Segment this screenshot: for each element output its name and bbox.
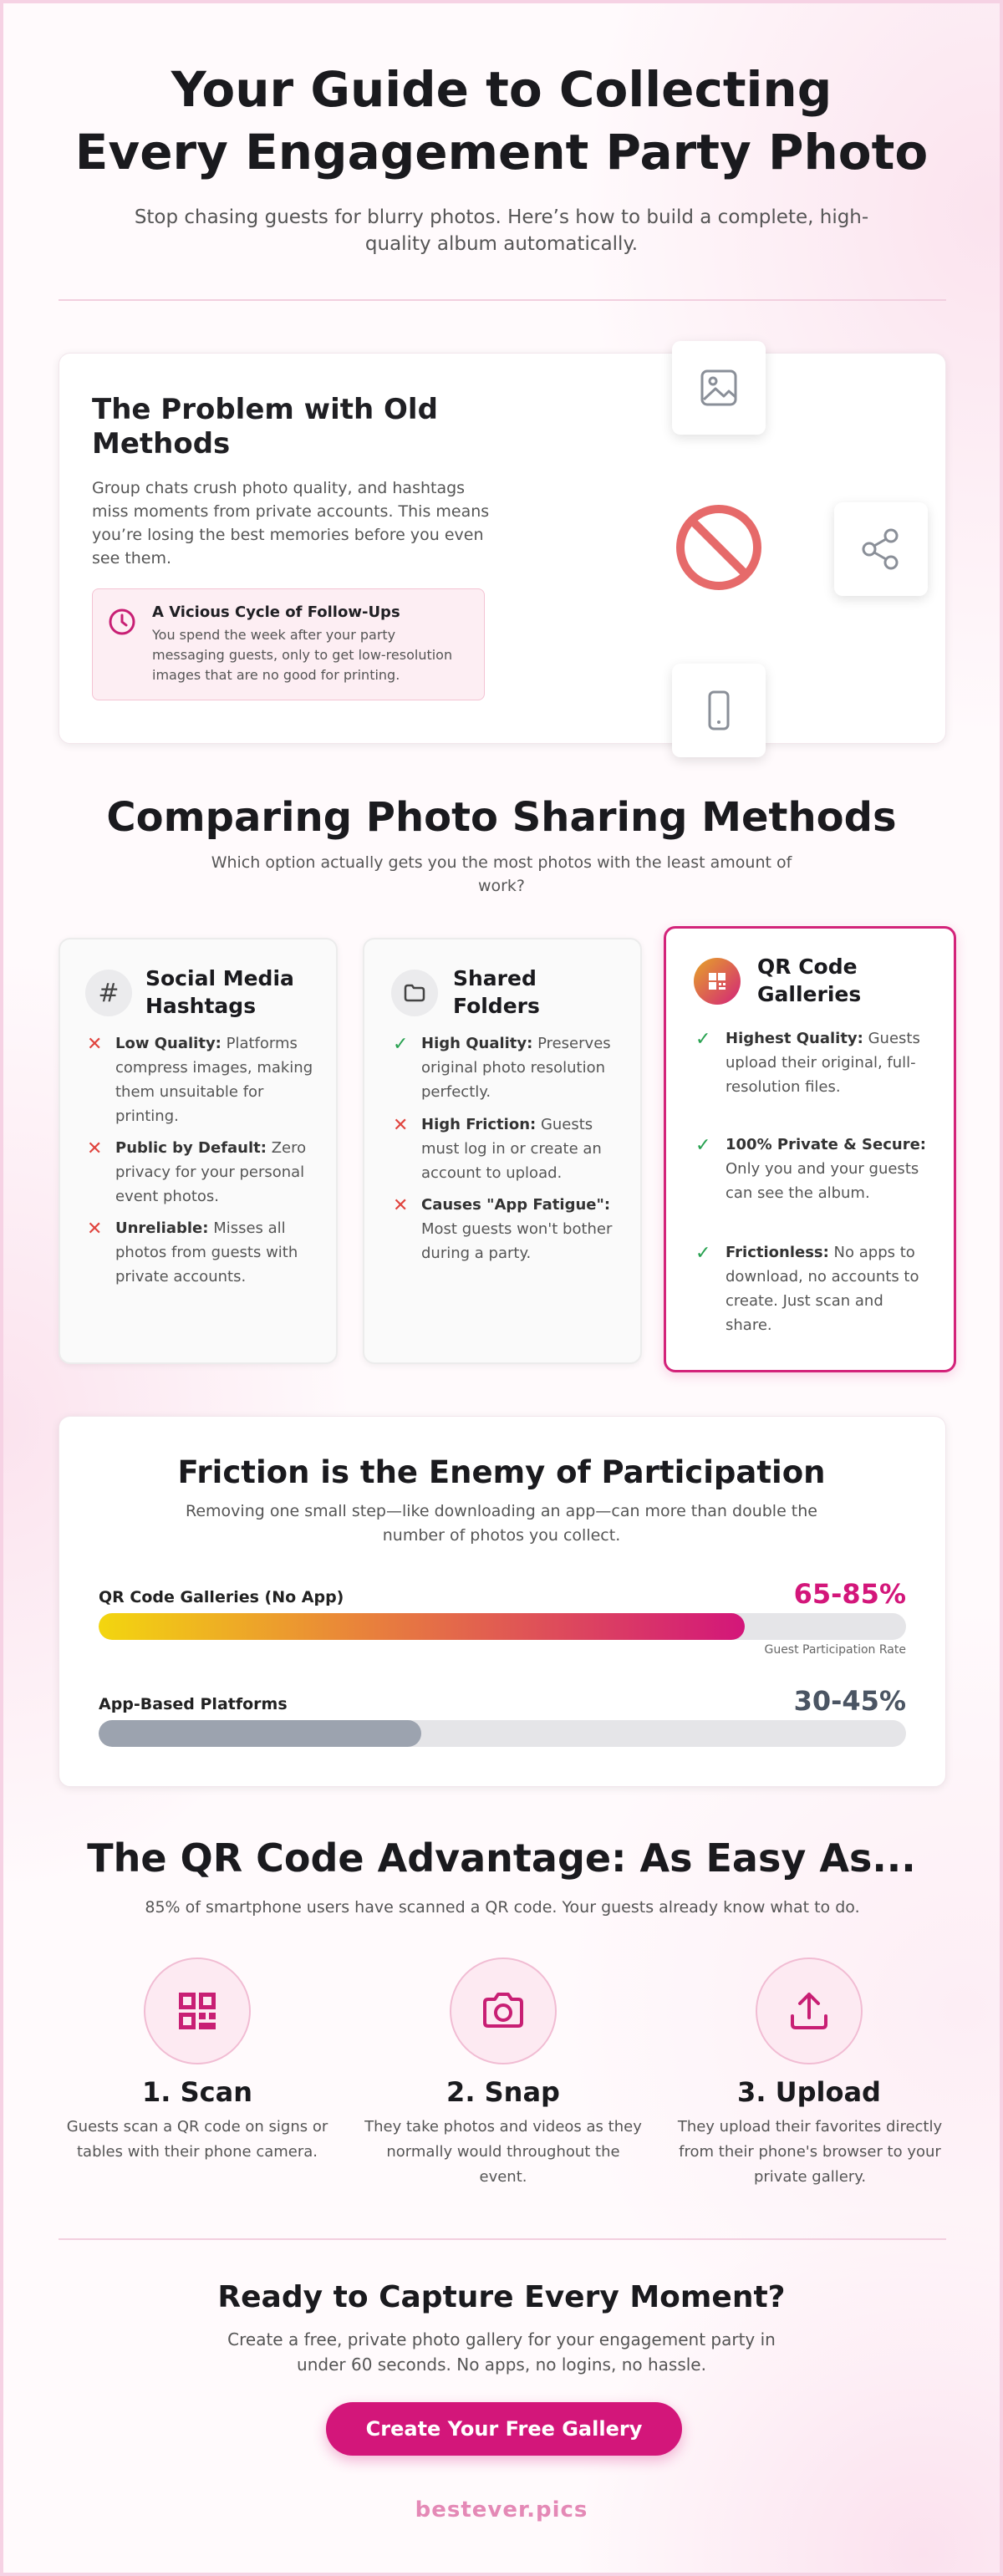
share-icon xyxy=(834,502,928,596)
card-title: Social Media Hashtags xyxy=(145,966,294,1018)
create-gallery-button[interactable]: Create Your Free Gallery xyxy=(326,2402,682,2456)
page-subtitle: Stop chasing guests for blurry photos. Here’s how to build a complete, high-quality album automatically. xyxy=(134,206,869,255)
qr-code-icon xyxy=(144,1957,251,2064)
problem-text: Group chats crush photo quality, and hashtags miss moments from private accounts. This means you’re losing the best memories before you even see them. xyxy=(92,479,490,568)
list-item: Low Quality: Platforms compress images, making them unsuitable for printing. xyxy=(115,1035,313,1125)
upload-icon xyxy=(756,1957,863,2064)
page-title xyxy=(3,59,1000,184)
list-item: High Quality: Preserves original photo resolution perfectly. xyxy=(421,1035,611,1101)
progress-track-qr xyxy=(99,1613,906,1640)
comparison-title: Comparing Photo Sharing Methods xyxy=(106,794,897,841)
steps-subtitle: 85% of smartphone users have scanned a QR code. Your guests already know what to do. xyxy=(145,1898,860,1917)
progress-track-app xyxy=(99,1720,906,1747)
list-item: Public by Default: Zero privacy for your personal event photos. xyxy=(115,1139,307,1205)
folder-icon xyxy=(391,970,438,1016)
cross-icon: ✕ xyxy=(393,1115,409,1136)
page-title-line-1: Your Guide to Collecting xyxy=(171,61,832,118)
divider xyxy=(59,2238,946,2240)
check-icon: ✓ xyxy=(695,1029,711,1050)
check-icon: ✓ xyxy=(695,1243,711,1264)
divider xyxy=(59,299,946,301)
list-item: Highest Quality: Guests upload their original, full-resolution files. xyxy=(726,1030,920,1096)
cross-icon: ✕ xyxy=(87,1138,103,1159)
progress-fill-app xyxy=(99,1720,421,1747)
list-item: Causes "App Fatigue": Most guests won't bother during a party. xyxy=(421,1196,613,1262)
cta-title: Ready to Capture Every Moment? xyxy=(217,2280,786,2314)
list-item: Unreliable: Misses all photos from guests with private accounts. xyxy=(115,1219,298,1285)
clock-icon xyxy=(107,607,137,637)
list-item: High Friction: Guests must log in or create an account to upload. xyxy=(421,1116,602,1182)
cross-icon: ✕ xyxy=(393,1195,409,1216)
step-title-upload: 3. Upload xyxy=(737,2076,881,2108)
list-item: 100% Private & Secure: Only you and your guests can see the album. xyxy=(726,1136,926,1202)
step-title-snap: 2. Snap xyxy=(446,2076,560,2108)
friction-subtitle: Removing one small step—like downloading an app—can more than double the number of photos you collect. xyxy=(186,1502,817,1545)
card-title: QR Code Galleries xyxy=(757,955,862,1006)
ban-icon xyxy=(672,501,766,594)
page-title-line-2: Every Engagement Party Photo xyxy=(74,124,929,181)
card-title: Shared Folders xyxy=(453,966,540,1018)
steps-title: The QR Code Advantage: As Easy As... xyxy=(87,1835,916,1881)
bar-label-app: App-Based Platforms xyxy=(99,1695,288,1713)
image-icon xyxy=(672,341,766,435)
friction-title: Friction is the Enemy of Participation xyxy=(177,1454,826,1490)
cross-icon: ✕ xyxy=(87,1219,103,1240)
step-text-scan: Guests scan a QR code on signs or tables with their phone camera. xyxy=(66,2118,328,2161)
bar-value-app: 30-45% xyxy=(793,1685,906,1717)
list-item: Frictionless: No apps to download, no accounts to create. Just scan and share. xyxy=(726,1244,919,1334)
comparison-subtitle: Which option actually gets you the most photos with the least amount of work? xyxy=(211,853,792,895)
step-title-scan: 1. Scan xyxy=(142,2076,252,2108)
cross-icon: ✕ xyxy=(87,1034,103,1055)
bar-caption: Guest Participation Rate xyxy=(764,1643,906,1657)
cta-text: Create a free, private photo gallery for your engagement party in under 60 seconds. No apps, no logins, no hassle. xyxy=(227,2329,776,2375)
step-text-snap: They take photos and videos as they normally would throughout the event. xyxy=(364,2118,642,2186)
check-icon: ✓ xyxy=(695,1135,711,1156)
alert-title: A Vicious Cycle of Follow-Ups xyxy=(152,603,400,621)
check-icon: ✓ xyxy=(393,1034,409,1055)
problem-title: The Problem with Old Methods xyxy=(92,393,438,461)
bar-label-qr: QR Code Galleries (No App) xyxy=(99,1588,344,1606)
step-text-upload: They upload their favorites directly from their phone's browser to your private gallery. xyxy=(677,2118,943,2186)
bar-value-qr: 65-85% xyxy=(793,1578,906,1610)
alert-text: You spend the week after your party messaging guests, only to get low-resolution images that are no good for printing. xyxy=(152,627,453,683)
camera-icon xyxy=(450,1957,557,2064)
hashtag-icon: # xyxy=(85,970,132,1016)
progress-fill-qr xyxy=(99,1613,745,1640)
brand-link[interactable]: bestever.pics xyxy=(415,2497,588,2523)
qr-code-icon xyxy=(694,958,741,1005)
phone-icon xyxy=(672,664,766,757)
